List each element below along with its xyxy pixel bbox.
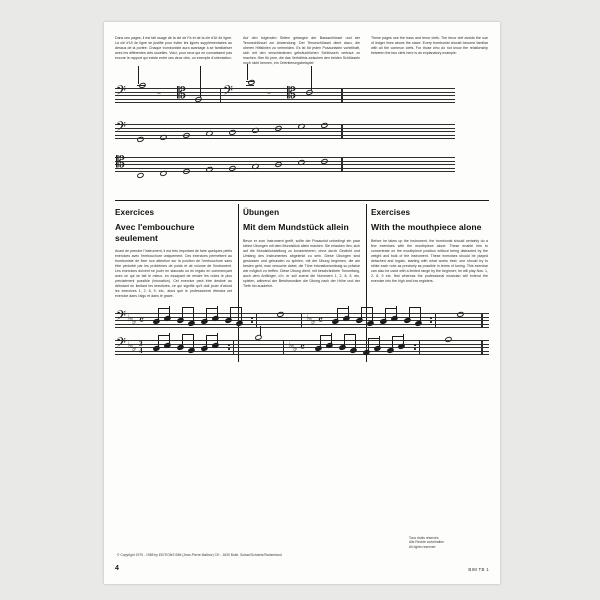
staff-line bbox=[115, 157, 455, 158]
intro-column-de bbox=[243, 36, 360, 70]
beam bbox=[385, 308, 397, 310]
section-body-en: Before he takes up the instrument, the trombonist should certainly do a few exercises with the mouthpiece alone. These enable him to concentrate on the mouthpiece position without being distracted by the weight and bulk of the instrument. These exercises should be played detached and legato, starting with what works best; one should try to strike each note as precisely as possible in terms of tuning. This exercise can also be used with a limited range by the beginner; he will play Nos. 1, 2, 8, 9 etc. first whereas the professional musician will extend the exercise into the high and low registers. bbox=[371, 238, 488, 283]
whole-note bbox=[182, 168, 190, 175]
staff-line bbox=[115, 168, 455, 169]
barline bbox=[283, 340, 284, 355]
section-title-en: Exercises bbox=[371, 208, 411, 217]
section-subtitle-en: With the mouthpiece alone bbox=[371, 222, 482, 232]
eighth-note bbox=[163, 342, 171, 349]
staff-line bbox=[115, 327, 489, 328]
staff-line bbox=[115, 354, 489, 355]
beam bbox=[206, 308, 218, 310]
eighth-note bbox=[397, 343, 405, 350]
note-stem bbox=[337, 308, 338, 320]
final-barline bbox=[481, 313, 483, 328]
exercises-section bbox=[115, 204, 489, 299]
page-number: 4 bbox=[115, 565, 119, 572]
exercise-system-1 bbox=[115, 307, 489, 328]
final-barline bbox=[341, 88, 343, 103]
note-stem bbox=[392, 336, 393, 349]
eighth-note bbox=[211, 315, 219, 322]
flat-icon: ♭ bbox=[128, 313, 133, 324]
rights-fr: Tous droits réservés bbox=[409, 536, 439, 540]
note-stem bbox=[230, 307, 231, 319]
eighth-note bbox=[211, 342, 219, 349]
flat-icon: ♭ bbox=[293, 344, 298, 354]
rights-en: All rights reserved bbox=[409, 544, 436, 549]
beam bbox=[392, 336, 404, 338]
intro-text-en: These pages use the bass and tenor clefs. The tenor clef avoids the use of ledger lines above the stave. Every trombonist should become familiar with all the common clefs. For those who do not know the relationship between the two clefs here is an explanatory example: bbox=[371, 36, 488, 55]
staff-line bbox=[115, 124, 455, 125]
time-signature-denominator: 4 bbox=[139, 346, 143, 355]
column-divider bbox=[238, 204, 239, 362]
final-barline bbox=[341, 157, 343, 172]
staff-line bbox=[115, 88, 455, 89]
staff-line bbox=[115, 161, 455, 162]
section-title-fr: Exercices bbox=[115, 208, 155, 217]
note-stem bbox=[247, 64, 248, 80]
note-stem bbox=[368, 338, 369, 351]
beam bbox=[409, 307, 421, 309]
whole-note bbox=[136, 172, 144, 179]
intro-text-fr: Dans ces pages, il est fait usage de la clé de Fa et de la clé d'Ut 4e ligne. La clé d'Ut 4e ligne se justifie pour éviter les lignes supplémentaires au dessus de la portée. Chaque tromboniste aura avantage à se familiariser avec les différentes clés usuelles. Voici, pour ceux qui ne connaissent pas encore le rapport qui existe entre ces deux clés, un exemple d'orientation: bbox=[115, 36, 232, 60]
staff-line bbox=[115, 164, 455, 165]
staff-line bbox=[115, 99, 455, 100]
note-stem bbox=[311, 66, 312, 90]
beam bbox=[182, 307, 194, 309]
note-stem bbox=[385, 308, 386, 320]
beam bbox=[158, 308, 170, 310]
exercise-system-2 bbox=[115, 334, 489, 355]
whole-note bbox=[297, 159, 305, 166]
plate-code: BIM TB 1 bbox=[468, 567, 489, 572]
intro-column-fr bbox=[115, 36, 232, 70]
alto-clef-icon: 𝄡 bbox=[287, 83, 296, 103]
note-stem bbox=[344, 334, 345, 346]
whole-note bbox=[247, 79, 255, 86]
staff-line bbox=[115, 313, 489, 314]
note-stem bbox=[158, 308, 159, 320]
equals-sign: = bbox=[157, 91, 161, 99]
intro-column-en bbox=[371, 36, 488, 70]
beam bbox=[368, 338, 380, 340]
staff-line bbox=[115, 102, 455, 103]
whole-note bbox=[251, 127, 259, 134]
sheet-music-page bbox=[104, 22, 500, 584]
whole-note bbox=[297, 123, 305, 130]
barline bbox=[233, 340, 234, 355]
flat-icon: ♭ bbox=[132, 344, 137, 354]
rights-reserved-block bbox=[409, 536, 499, 549]
flat-icon: ♭ bbox=[289, 340, 294, 351]
common-time-signature: 𝄴 bbox=[139, 313, 144, 327]
beam bbox=[344, 334, 356, 336]
beam bbox=[320, 335, 332, 337]
intro-text-de: Auf den folgenden Seiten gelangen der Bassschlüssel und der Tenorschlüssel zur Anwendung. Der Tenorschlüssel dient dazu, die oberen Hilfslinien zu vermeiden. Es ist für jeden Posaunisten vorteilhaft, sich mit den verschiedenen gebräuchlichen Schlüsseln vertraut zu machen. Hier für jene, die das Verhältnis zwischen den beiden Schlüsseln noch nicht kennen, ein Orientierungsbeispiel: bbox=[243, 36, 360, 65]
note-stem bbox=[420, 307, 421, 322]
staff-line bbox=[115, 128, 455, 129]
note-stem bbox=[260, 326, 261, 336]
flat-icon: ♭ bbox=[128, 340, 133, 351]
section-body-de: Bevor er zum Instrument greift, sollte der Posaunist unbedingt ein paar kleine Übungen mit dem Mundstück allein machen. Sie erlauben ihm, sich auf die Mundstückstellung zu konzentrieren, ohne durch Gewicht und Umfang des Instrumentes abgelenkt zu sein. Diese Übungen sind gestossen und gebunden zu spielen, mit der Übung beginnen, die am besten geht; man versuche dabei, die Töne intonationsmässig so präzise wie möglich zu treffen. Diese Übung dient, mit beschränktem Tonumfang, auch dem Anfänger, d.h. er soll zuerst die Nummern 1, 2, 8, 9, etc. spielen, während der Berufsmusiker die Übung nach der Höhe und der Tiefe hin ausdehnt. bbox=[243, 238, 360, 288]
beam bbox=[230, 307, 242, 309]
final-barline bbox=[341, 124, 343, 139]
beam bbox=[206, 335, 218, 337]
staff-line bbox=[115, 131, 455, 132]
whole-note bbox=[251, 163, 259, 170]
barline bbox=[301, 313, 302, 328]
eighth-note bbox=[325, 342, 333, 349]
beam bbox=[337, 308, 349, 310]
beam bbox=[158, 335, 170, 337]
section-subtitle-de: Mit dem Mundstück allein bbox=[243, 222, 349, 232]
note-stem bbox=[158, 335, 159, 347]
staff-line bbox=[115, 324, 489, 325]
alto-clef-icon: 𝄡 bbox=[116, 152, 125, 172]
bass-clef-icon: 𝄢 bbox=[116, 307, 126, 326]
alto-clef-icon: 𝄡 bbox=[177, 83, 186, 103]
note-stem bbox=[193, 334, 194, 349]
tenor-clef-scale-system bbox=[115, 152, 489, 172]
barline bbox=[435, 313, 436, 328]
note-stem bbox=[372, 307, 373, 322]
eighth-note bbox=[163, 315, 171, 322]
clef-comparison-system bbox=[115, 82, 489, 103]
barline bbox=[220, 88, 221, 103]
whole-note bbox=[205, 166, 213, 173]
note-stem bbox=[193, 307, 194, 322]
staff-tenor-scale bbox=[115, 152, 455, 172]
whole-note bbox=[444, 336, 452, 343]
bass-clef-icon: 𝄢 bbox=[116, 118, 126, 137]
staff-exercise-1 bbox=[115, 307, 489, 328]
beam bbox=[182, 334, 194, 336]
bass-clef-icon: 𝄢 bbox=[116, 334, 126, 353]
staff-exercise-2 bbox=[115, 334, 489, 355]
flat-icon: ♭ bbox=[311, 317, 316, 327]
eighth-note bbox=[342, 315, 350, 322]
common-time-signature: 𝄴 bbox=[318, 313, 323, 327]
note-stem bbox=[206, 335, 207, 347]
staff-line bbox=[115, 95, 455, 96]
staff-line bbox=[115, 320, 489, 321]
bass-clef-scale-system bbox=[115, 118, 489, 139]
barline bbox=[419, 340, 420, 355]
staff-clef-comparison bbox=[115, 82, 455, 103]
bass-clef-icon: 𝄢 bbox=[223, 82, 233, 101]
note-stem bbox=[361, 307, 362, 319]
note-stem bbox=[355, 334, 356, 349]
note-stem bbox=[182, 307, 183, 319]
copyright-line: © Copyright 1979 - 1985 by EDITIONS BIM (Jean-Pierre Mathez) CH - 1630 Bulle, Suisse/Schweiz/Switzerland bbox=[117, 553, 282, 557]
section-divider bbox=[115, 200, 489, 201]
section-body-fr: Avant de prendre l'instrument, il est très important de faire quelques petits exercices avec l'embouchure uniquement. Ces exercices permettent au tromboniste de fixer son attention sur la position de l'embouchure sans être perturbé par les problèmes de poids et de volume de l'instrument. Les exercices doivent se jouer en staccato ou en legato en commençant avec ce qui se fait le mieux, en essayant de rendre les notes le plus précisément possible (intonation). Cet exercice peut être destiné au débutant en limitant les tessitures, ce qui signifie qu'il doit jouer d'abord les exercices 1, 2, 8, 9, etc., alors que le professionnel étendra cet exercice dans l'aigu et dans le grave. bbox=[115, 249, 232, 298]
barline bbox=[256, 313, 257, 328]
rights-de: Alle Rechte vorbehalten bbox=[409, 540, 445, 545]
note-stem bbox=[320, 335, 321, 347]
staff-line bbox=[115, 317, 489, 318]
exercises-column-en bbox=[371, 204, 488, 299]
exercises-column-de bbox=[243, 204, 360, 299]
whole-note bbox=[159, 134, 167, 141]
section-subtitle-fr: Avec l'embouchure seulement bbox=[115, 222, 195, 243]
eighth-note bbox=[390, 315, 398, 322]
staff-bass-scale bbox=[115, 118, 455, 139]
flat-icon: ♭ bbox=[132, 317, 137, 327]
whole-note bbox=[136, 136, 144, 143]
staff-line bbox=[115, 92, 455, 93]
note-stem bbox=[200, 66, 201, 97]
note-stem bbox=[241, 307, 242, 322]
exercises-column-fr bbox=[115, 204, 232, 299]
time-signature-numerator: 3 bbox=[139, 339, 143, 348]
note-stem bbox=[182, 334, 183, 346]
note-stem bbox=[138, 66, 139, 84]
whole-note bbox=[159, 170, 167, 177]
note-stem bbox=[206, 308, 207, 320]
flat-icon: ♭ bbox=[307, 313, 312, 324]
note-stem bbox=[409, 307, 410, 319]
page-content bbox=[115, 36, 489, 572]
equals-sign: = bbox=[267, 91, 271, 99]
final-barline bbox=[481, 340, 483, 355]
whole-note bbox=[205, 130, 213, 137]
bass-clef-icon: 𝄢 bbox=[116, 82, 126, 101]
intro-columns bbox=[115, 36, 489, 70]
section-title-de: Übungen bbox=[243, 208, 280, 217]
beam bbox=[361, 307, 373, 309]
common-time-signature: 𝄴 bbox=[300, 340, 305, 354]
